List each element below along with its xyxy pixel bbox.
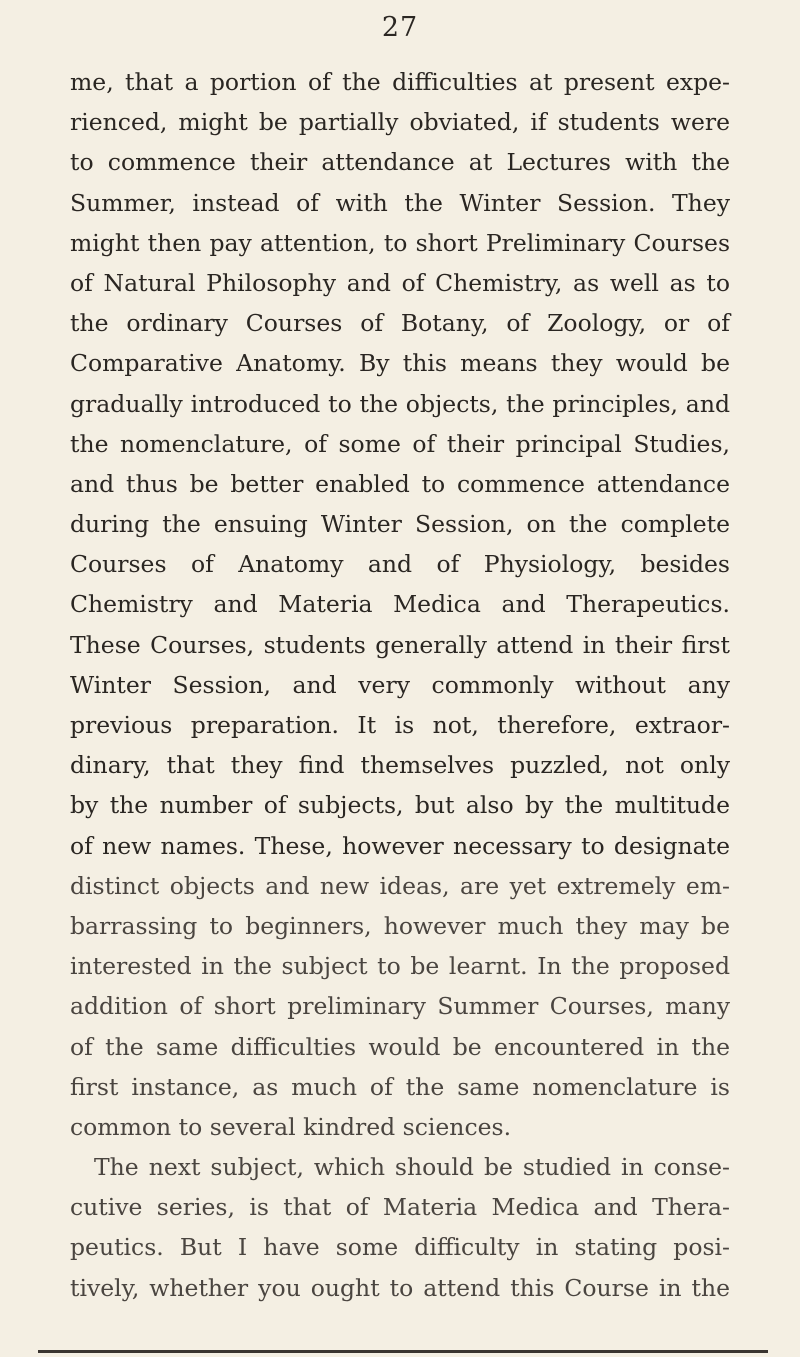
text-line: of new names. These, however necessary to designate [70, 831, 730, 860]
text-line: Summer, instead of with the Winter Session. They [70, 188, 730, 217]
text-line: the nomenclature, of some of their principal Studies, [70, 429, 730, 458]
text-line: previous preparation. It is not, therefore, extraor- [70, 711, 730, 739]
text-line: gradually introduced to the objects, the principles, and [70, 389, 730, 418]
text-line: of the same difficulties would be encountered in the [70, 1032, 730, 1061]
text-line: to commence their attendance at Lectures with the [70, 148, 730, 177]
text-line: common to several kindred sciences. [70, 1112, 512, 1141]
text-line: Comparative Anatomy. By this means they would be [70, 349, 730, 378]
text-line: The next subject, which should be studied in conse- [94, 1153, 730, 1182]
text-line: me, that a portion of the difficulties at present expe- [70, 68, 730, 96]
text-line: distinct objects and new ideas, are yet extremely em- [70, 871, 730, 900]
text-line: of Natural Philosophy and of Chemistry, as well as to [70, 268, 730, 297]
text-line: peutics. But I have some difficulty in stating posi- [70, 1233, 730, 1262]
text-line: tively, whether you ought to attend this Course in the [70, 1273, 730, 1302]
text-line: cutive series, is that of Materia Medica and Thera- [70, 1193, 730, 1222]
text-line: barrassing to beginners, however much they may be [70, 911, 730, 940]
text-line: interested in the subject to be learnt. In the proposed [70, 952, 730, 981]
text-line: Chemistry and Materia Medica and Therapeutics. [70, 590, 730, 619]
text-line: first instance, as much of the same nomenclature is [70, 1072, 730, 1101]
text-line: Winter Session, and very commonly without any [70, 670, 730, 699]
text-line: Courses of Anatomy and of Physiology, besides [70, 550, 730, 579]
text-line: during the ensuing Winter Session, on the complete [70, 510, 730, 539]
text-line: might then pay attention, to short Preliminary Courses [70, 228, 730, 257]
page-number: 27 [381, 12, 419, 43]
text-line: the ordinary Courses of Botany, of Zoology, or of [70, 309, 730, 338]
paragraph-2 [70, 1147, 730, 1308]
text-line: addition of short preliminary Summer Courses, many [70, 992, 730, 1021]
text-line: by the number of subjects, but also by the multitude [70, 791, 730, 820]
body-text [70, 62, 730, 1308]
paragraph-1 [70, 62, 730, 1147]
page-bottom-edge [38, 1350, 768, 1353]
text-line: and thus be better enabled to commence attendance [70, 469, 730, 498]
text-line: dinary, that they find themselves puzzled, not only [70, 751, 730, 780]
text-line: rienced, might be partially obviated, if students were [70, 108, 730, 137]
text-line: These Courses, students generally attend in their first [70, 630, 730, 659]
